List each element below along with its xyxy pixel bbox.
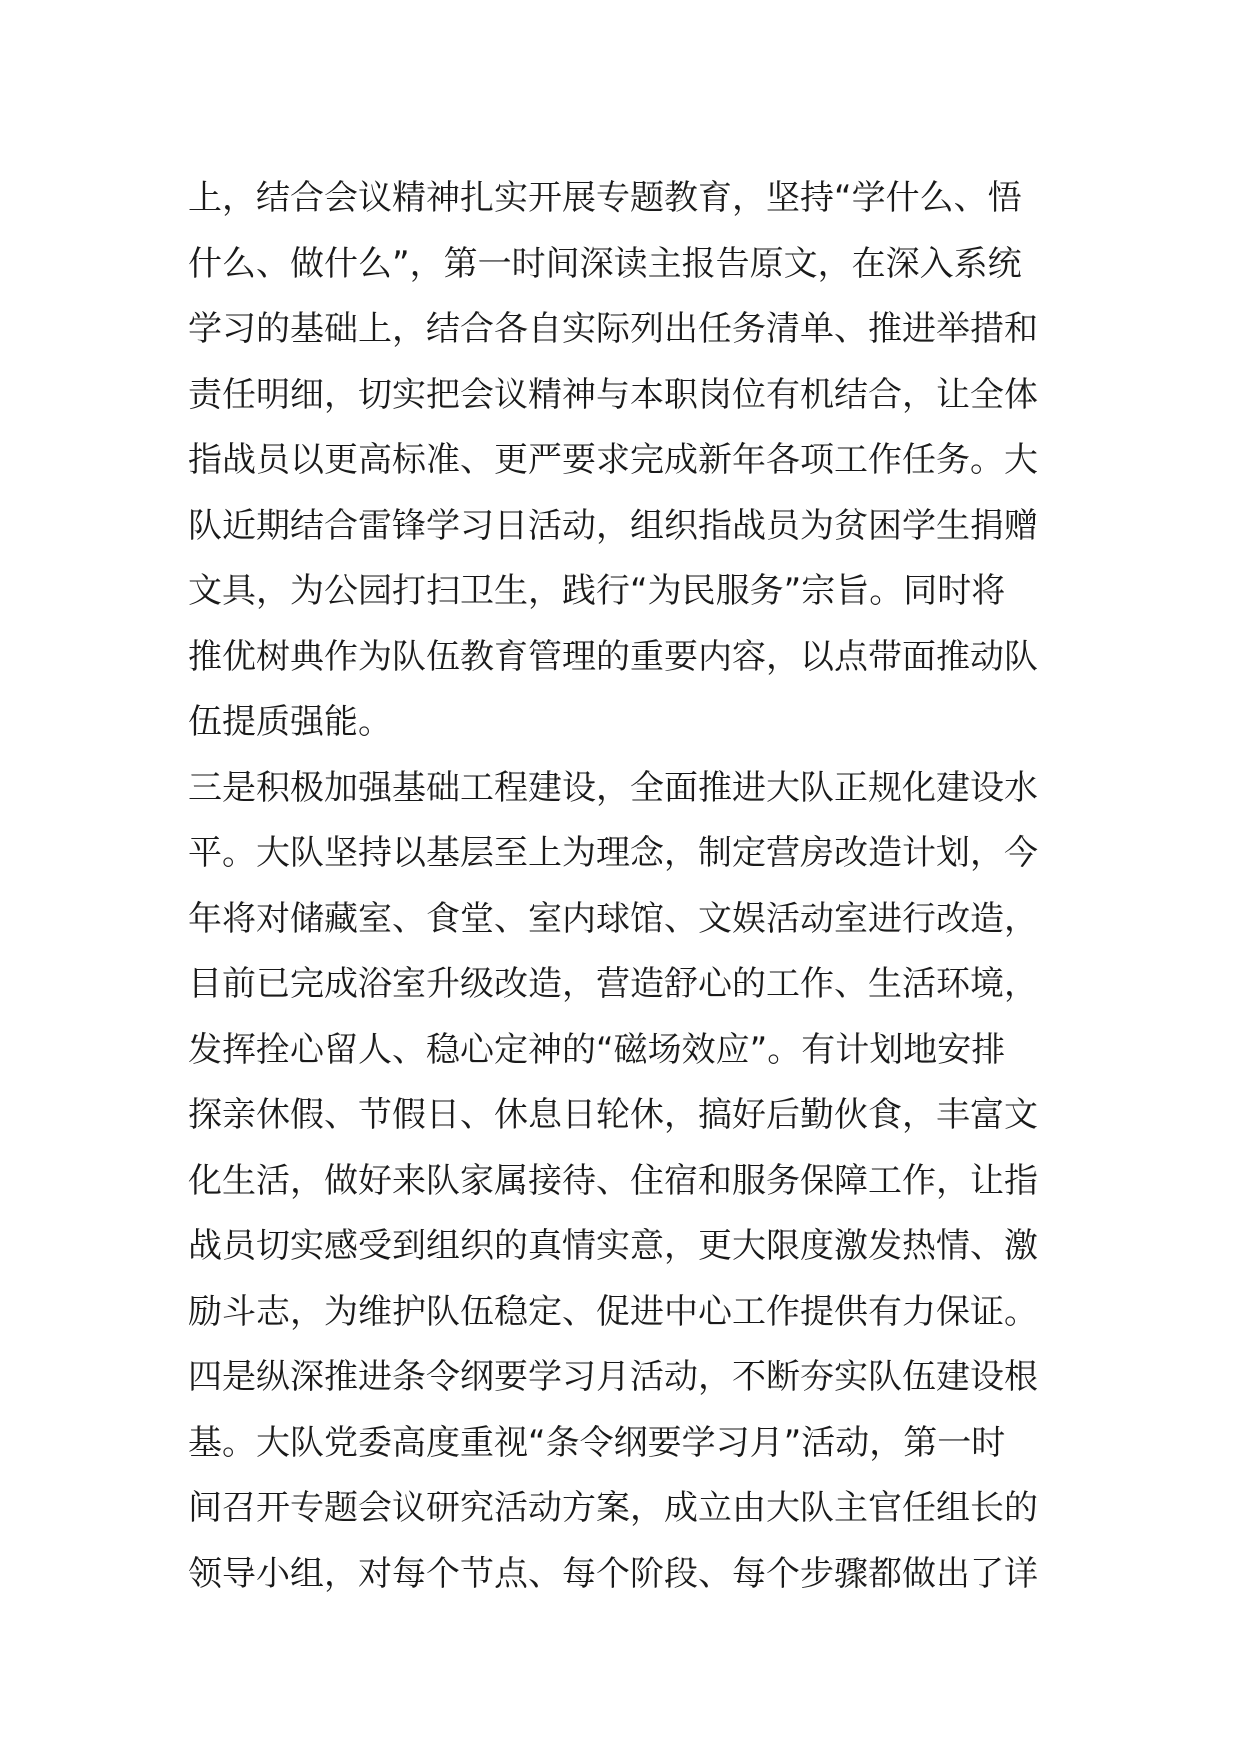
text-line: 三是积极加强基础工程建设，全面推进大队正规化建设水: [188, 767, 1038, 808]
text-line: 探亲休假、节假日、休息日轮休，搞好后勤伙食，丰富文: [188, 1095, 1038, 1135]
text-line: 四是纵深推进条令纲要学习月活动，不断夯实队伍建设根: [188, 1357, 1038, 1397]
text-line: 领导小组，对每个节点、每个阶段、每个步骤都做出了详: [188, 1553, 1038, 1594]
text-line: 伍提质强能。: [188, 702, 392, 742]
text-line: 队近期结合雷锋学习日活动，组织指战员为贫困学生捐赠: [188, 505, 1038, 546]
text-line: 上，结合会议精神扎实开展专题教育，坚持“学什么、悟: [188, 178, 1022, 218]
text-line: 推优树典作为队伍教育管理的重要内容，以点带面推动队: [188, 636, 1038, 677]
text-line: 指战员以更高标准、更严要求完成新年各项工作任务。大: [188, 440, 1038, 480]
text-line: 年将对储藏室、食堂、室内球馆、文娱活动室进行改造，: [188, 898, 1038, 939]
body-text: [188, 166, 1068, 1607]
text-line: 平。大队坚持以基层至上为理念，制定营房改造计划，今: [188, 833, 1038, 873]
text-line: 文具，为公园打扫卫生，践行“为民服务”宗旨。同时将: [188, 571, 1006, 611]
text-line: 发挥拴心留人、稳心定神的“磁场效应”。有计划地安排: [188, 1029, 1006, 1070]
text-line: 学习的基础上，结合各自实际列出任务清单、推进举措和: [188, 309, 1038, 349]
text-line: 间召开专题会议研究活动方案，成立由大队主官任组长的: [188, 1488, 1038, 1528]
text-line: 化生活，做好来队家属接待、住宿和服务保障工作，让指: [188, 1160, 1038, 1201]
text-line: 责任明细，切实把会议精神与本职岗位有机结合，让全体: [188, 374, 1038, 415]
text-line: 目前已完成浴室升级改造，营造舒心的工作、生活环境，: [188, 964, 1038, 1004]
text-line: 战员切实感受到组织的真情实意，更大限度激发热情、激: [188, 1226, 1038, 1266]
text-line: 励斗志，为维护队伍稳定、促进中心工作提供有力保证。: [188, 1291, 1038, 1332]
text-line: 基。大队党委高度重视“条令纲要学习月”活动，第一时: [188, 1422, 1006, 1463]
text-line: 什么、做什么”，第一时间深读主报告原文，在深入系统: [188, 243, 1022, 284]
